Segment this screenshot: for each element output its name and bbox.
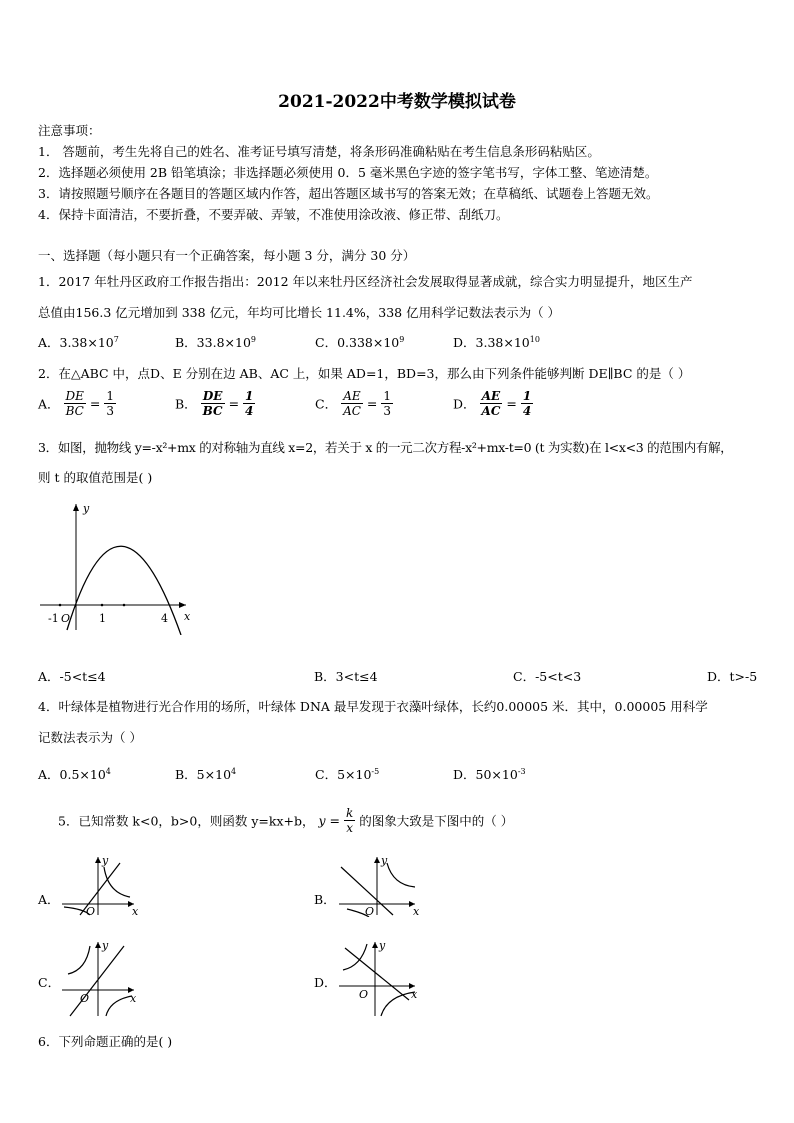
q3-option-a: A．-5<t≤4: [38, 669, 106, 684]
q3-option-c: C．-5<t<3: [513, 669, 582, 684]
q3-option-b: B．3<t≤4: [314, 669, 378, 684]
q4-option-b: B．$5\times 10^4$: [175, 766, 237, 782]
q1-option-b: B．$33.8\times 10^9$: [175, 334, 256, 350]
q2-stem: 2．在△ABC 中，点D、E 分别在边 AB、AC 上，如果 AD=1，BD=3，那么由下列条件能够判断 DE∥BC 的是（ ）: [38, 366, 691, 381]
q4-option-d: D．$50\times 10^{-3}$: [453, 766, 526, 782]
q1-option-d: D．$3.38\times 10^{10}$: [453, 334, 540, 350]
q5-option-c-graph: [58, 940, 140, 1018]
note-2: 2．选择题必须使用 2B 铅笔填涂；非选择题必须使用 0．5 毫米黑色字迹的签字笔书写，字体工整、笔迹清楚。: [38, 165, 658, 180]
q4-line1: 4．叶绿体是植物进行光合作用的场所，叶绿体 DNA 最早发现于衣藻叶绿体，长约0.00005 米．其中，0.00005 用科学: [38, 699, 708, 714]
svg-text:x: x: [130, 992, 137, 1005]
svg-text:y: y: [379, 940, 386, 952]
svg-text:x: x: [413, 905, 420, 917]
graph-origin: O: [61, 612, 71, 625]
note-1: 1． 答题前，考生先将自己的姓名、准考证号填写清楚，将条形码准确粘贴在考生信息条形码粘贴区。: [38, 144, 600, 159]
svg-text:x: x: [132, 905, 139, 917]
q5-option-b-graph: [335, 855, 421, 917]
graph-neg1: -1: [48, 612, 59, 625]
q5-option-c-label: C．: [38, 975, 61, 990]
graph-y-label: y: [83, 502, 90, 515]
q5-option-a-graph: [58, 855, 140, 917]
q1-option-a: A．$3.38\times 10^7$: [38, 334, 119, 350]
q2-option-a: A． $\frac{DE}{BC}$ = $\frac{1}{3}$: [38, 389, 114, 418]
graph-tick-4: 4: [161, 612, 168, 625]
q3-option-d: D．t>-5: [707, 669, 758, 684]
notes-heading: 注意事项：: [38, 123, 101, 138]
graph-tick-1: 1: [99, 612, 106, 625]
q5-option-d-graph: [335, 940, 421, 1018]
q4-option-c: C．$5\times 10^{-5}$: [315, 766, 380, 782]
svg-text:y: y: [102, 940, 109, 952]
section-heading: 一、选择题（每小题只有一个正确答案，每小题 3 分，满分 30 分）: [38, 248, 416, 263]
q2-option-d: D． $\frac{AE}{AC}$ = $\frac{1}{4}$: [453, 389, 532, 418]
note-4: 4．保持卡面清洁，不要折叠，不要弄破、弄皱，不准使用涂改液、修正带、刮纸刀。: [38, 207, 509, 222]
q4-option-a: A．$0.5\times 10^4$: [38, 766, 111, 782]
q3-line1: 3．如图，抛物线 y=-x²+mx 的对称轴为直线 x=2，若关于 x 的一元二次方程-x²+mx-t=0 (t 为实数)在 l<x<3 的范围内有解，: [38, 440, 733, 455]
q2-option-c: C． $\frac{AE}{AC}$ = $\frac{1}{3}$: [315, 389, 392, 418]
q1-option-c: C．$0.338\times 10^9$: [315, 334, 405, 350]
svg-text:O: O: [86, 905, 96, 917]
q6-stem: 6．下列命题正确的是( ): [38, 1034, 173, 1049]
svg-text:O: O: [359, 988, 369, 1001]
q1-line2: 总值由156.3 亿元增加到 338 亿元，年均可比增长 11.4%，338 亿用科学记数法表示为（ ）: [38, 305, 561, 320]
svg-text:O: O: [80, 992, 90, 1005]
q5-stem: 5．已知常数 k<0，b>0，则函数 y=kx+b， y = $\frac{k}{x}$ 的图象大致是下图中的（ ）: [58, 806, 514, 835]
q5-option-b-label: B．: [314, 892, 336, 907]
q5-option-d-label: D．: [314, 975, 337, 990]
svg-text:y: y: [102, 855, 109, 867]
q1-line1: 1．2017 年牡丹区政府工作报告指出：2012 年以来牡丹区经济社会发展取得显著成就，综合实力明显提升，地区生产: [38, 274, 693, 289]
q4-line2: 记数法表示为（ ）: [38, 730, 142, 745]
q2-option-b: B． $\frac{DE}{BC}$ = $\frac{1}{4}$: [175, 389, 254, 418]
q5-option-a-label: A．: [38, 892, 60, 907]
svg-text:y: y: [381, 855, 388, 867]
svg-text:O: O: [365, 905, 375, 917]
exam-title: 2021-2022中考数学模拟试卷: [278, 92, 516, 112]
q3-line2: 则 t 的取值范围是( ): [38, 470, 153, 485]
q3-parabola-graph: [36, 500, 196, 635]
note-3: 3．请按照题号顺序在各题目的答题区域内作答，超出答题区域书写的答案无效；在草稿纸、试题卷上答题无效。: [38, 186, 659, 201]
graph-x-label: x: [184, 610, 191, 623]
svg-text:x: x: [411, 988, 418, 1001]
